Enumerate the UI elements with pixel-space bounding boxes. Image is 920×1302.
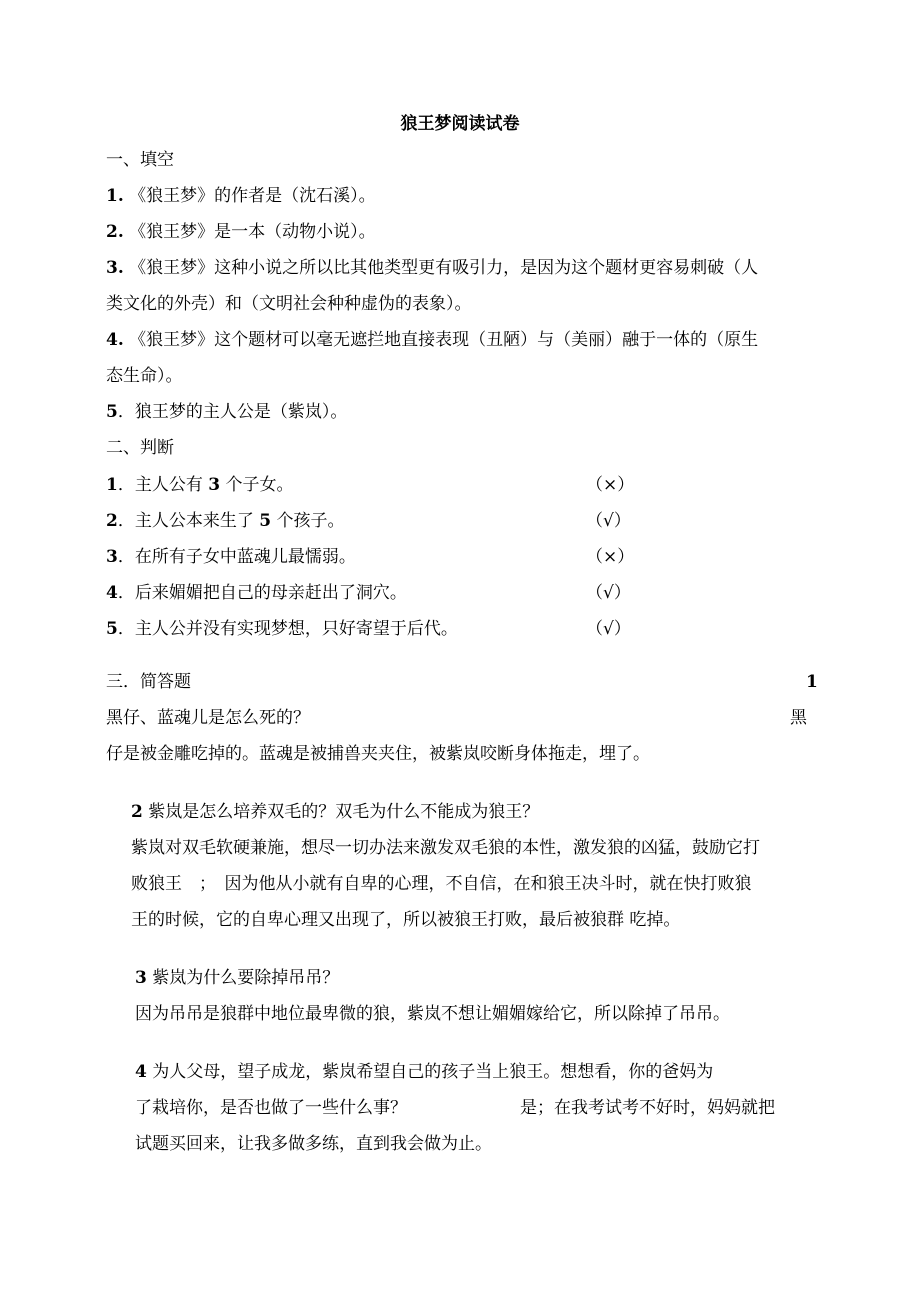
judge-item-4 — [106, 581, 407, 605]
item-number: 1. — [106, 186, 124, 206]
question-4-continued: 了栽培你，是否也做了一些什么事？ — [135, 1098, 407, 1118]
judge-item-2 — [106, 509, 345, 533]
judge-mark-3: （×） — [586, 547, 635, 567]
question-1-text: 黑仔、蓝魂儿是怎么死的？ — [106, 708, 310, 728]
page-title: 狼王梦阅读试卷 — [400, 114, 520, 134]
item-text: 《狼王梦》是一本（动物小说）。 — [129, 222, 376, 242]
fill-item-4 — [106, 328, 758, 352]
item-text-end: 个子女。 — [220, 475, 294, 495]
question-4 — [135, 1060, 713, 1084]
judge-mark-4: （√） — [586, 583, 631, 603]
item-text: 《狼王梦》的作者是（沈石溪）。 — [129, 186, 376, 206]
item-number: 3 — [135, 968, 147, 988]
fill-item-5 — [106, 400, 347, 424]
item-text: ．主人公并没有实现梦想，只好寄望于后代。 — [117, 619, 458, 639]
answer-4: 试题买回来，让我多做多练，直到我会做为止。 — [135, 1134, 492, 1154]
item-text: ．后来媚媚把自己的母亲赶出了洞穴。 — [117, 583, 407, 603]
item-text: 《狼王梦》这个题材可以毫无遮拦地直接表现（丑陋）与（美丽）融于一体的（原生 — [129, 330, 759, 350]
item-bold-number: 5 — [259, 511, 272, 531]
section2-heading: 二、判断 — [106, 438, 174, 458]
answer-1-start: 黑 — [790, 708, 807, 728]
answer-2-line-3: 王的时候，它的自卑心理又出现了，所以被狼王打败，最后被狼群 吃掉。 — [131, 910, 681, 930]
question-1-number: 1 — [806, 672, 818, 692]
fill-item-2 — [106, 220, 376, 244]
fill-item-3 — [106, 256, 758, 280]
item-text-end: 个孩子。 — [271, 511, 345, 531]
item-number: 5 — [106, 619, 118, 639]
judge-item-1 — [106, 473, 294, 497]
answer-2-line-1: 紫岚对双毛软硬兼施，想尽一切办法来激发双毛狼的本性，激发狼的凶猛，鼓励它打 — [131, 838, 760, 858]
judge-mark-2: （√） — [586, 511, 631, 531]
question-2 — [131, 800, 539, 824]
item-number: 4 — [135, 1062, 147, 1082]
answer-2-line-2: 败狼王 ； 因为他从小就有自卑的心理，不自信，在和狼王决斗时，就在快打败狼 — [131, 874, 752, 894]
judge-item-5 — [106, 617, 458, 641]
item-number: 5 — [106, 402, 118, 422]
judge-mark-5: （√） — [586, 619, 631, 639]
fill-item-4-continued: 态生命）。 — [106, 366, 183, 386]
fill-item-3-continued: 类文化的外壳）和（文明社会种种虚伪的表象）。 — [106, 294, 472, 314]
judge-mark-1: （×） — [586, 475, 635, 495]
item-text: ．主人公本来生了 — [117, 511, 260, 531]
judge-item-3 — [106, 545, 356, 569]
item-number: 4. — [106, 330, 124, 350]
item-bold-number: 3 — [208, 475, 221, 495]
fill-item-1 — [106, 184, 376, 208]
question-text: 为人父母，望子成龙，紫岚希望自己的孩子当上狼王。想想看，你的爸妈为 — [146, 1062, 714, 1082]
question-text: 紫岚是怎么培养双毛的？双毛为什么不能成为狼王？ — [142, 802, 540, 822]
section3-heading: 三．简答题 — [106, 672, 191, 692]
item-text: ．在所有子女中蓝魂儿最懦弱。 — [117, 547, 356, 567]
item-number: 2. — [106, 222, 124, 242]
answer-4-start: 是；在我考试考不好时，妈妈就把 — [520, 1098, 775, 1118]
question-text: 紫岚为什么要除掉吊吊？ — [146, 968, 340, 988]
answer-3: 因为吊吊是狼群中地位最卑微的狼，紫岚不想让媚媚嫁给它，所以除掉了吊吊。 — [135, 1004, 730, 1024]
item-text: ．狼王梦的主人公是（紫岚）。 — [117, 402, 348, 422]
item-number: 1 — [106, 475, 118, 495]
item-number: 4 — [106, 583, 118, 603]
answer-1: 仔是被金雕吃掉的。蓝魂是被捕兽夹夹住，被紫岚咬断身体拖走，埋了。 — [106, 744, 650, 764]
item-number: 2 — [106, 511, 118, 531]
item-text: 《狼王梦》这种小说之所以比其他类型更有吸引力，是因为这个题材更容易刺破（人 — [129, 258, 759, 278]
item-number: 3 — [106, 547, 118, 567]
section1-heading: 一、填空 — [106, 150, 174, 170]
question-3 — [135, 966, 339, 990]
item-text: ．主人公有 — [117, 475, 209, 495]
item-number: 2 — [131, 802, 143, 822]
item-number: 3. — [106, 258, 124, 278]
